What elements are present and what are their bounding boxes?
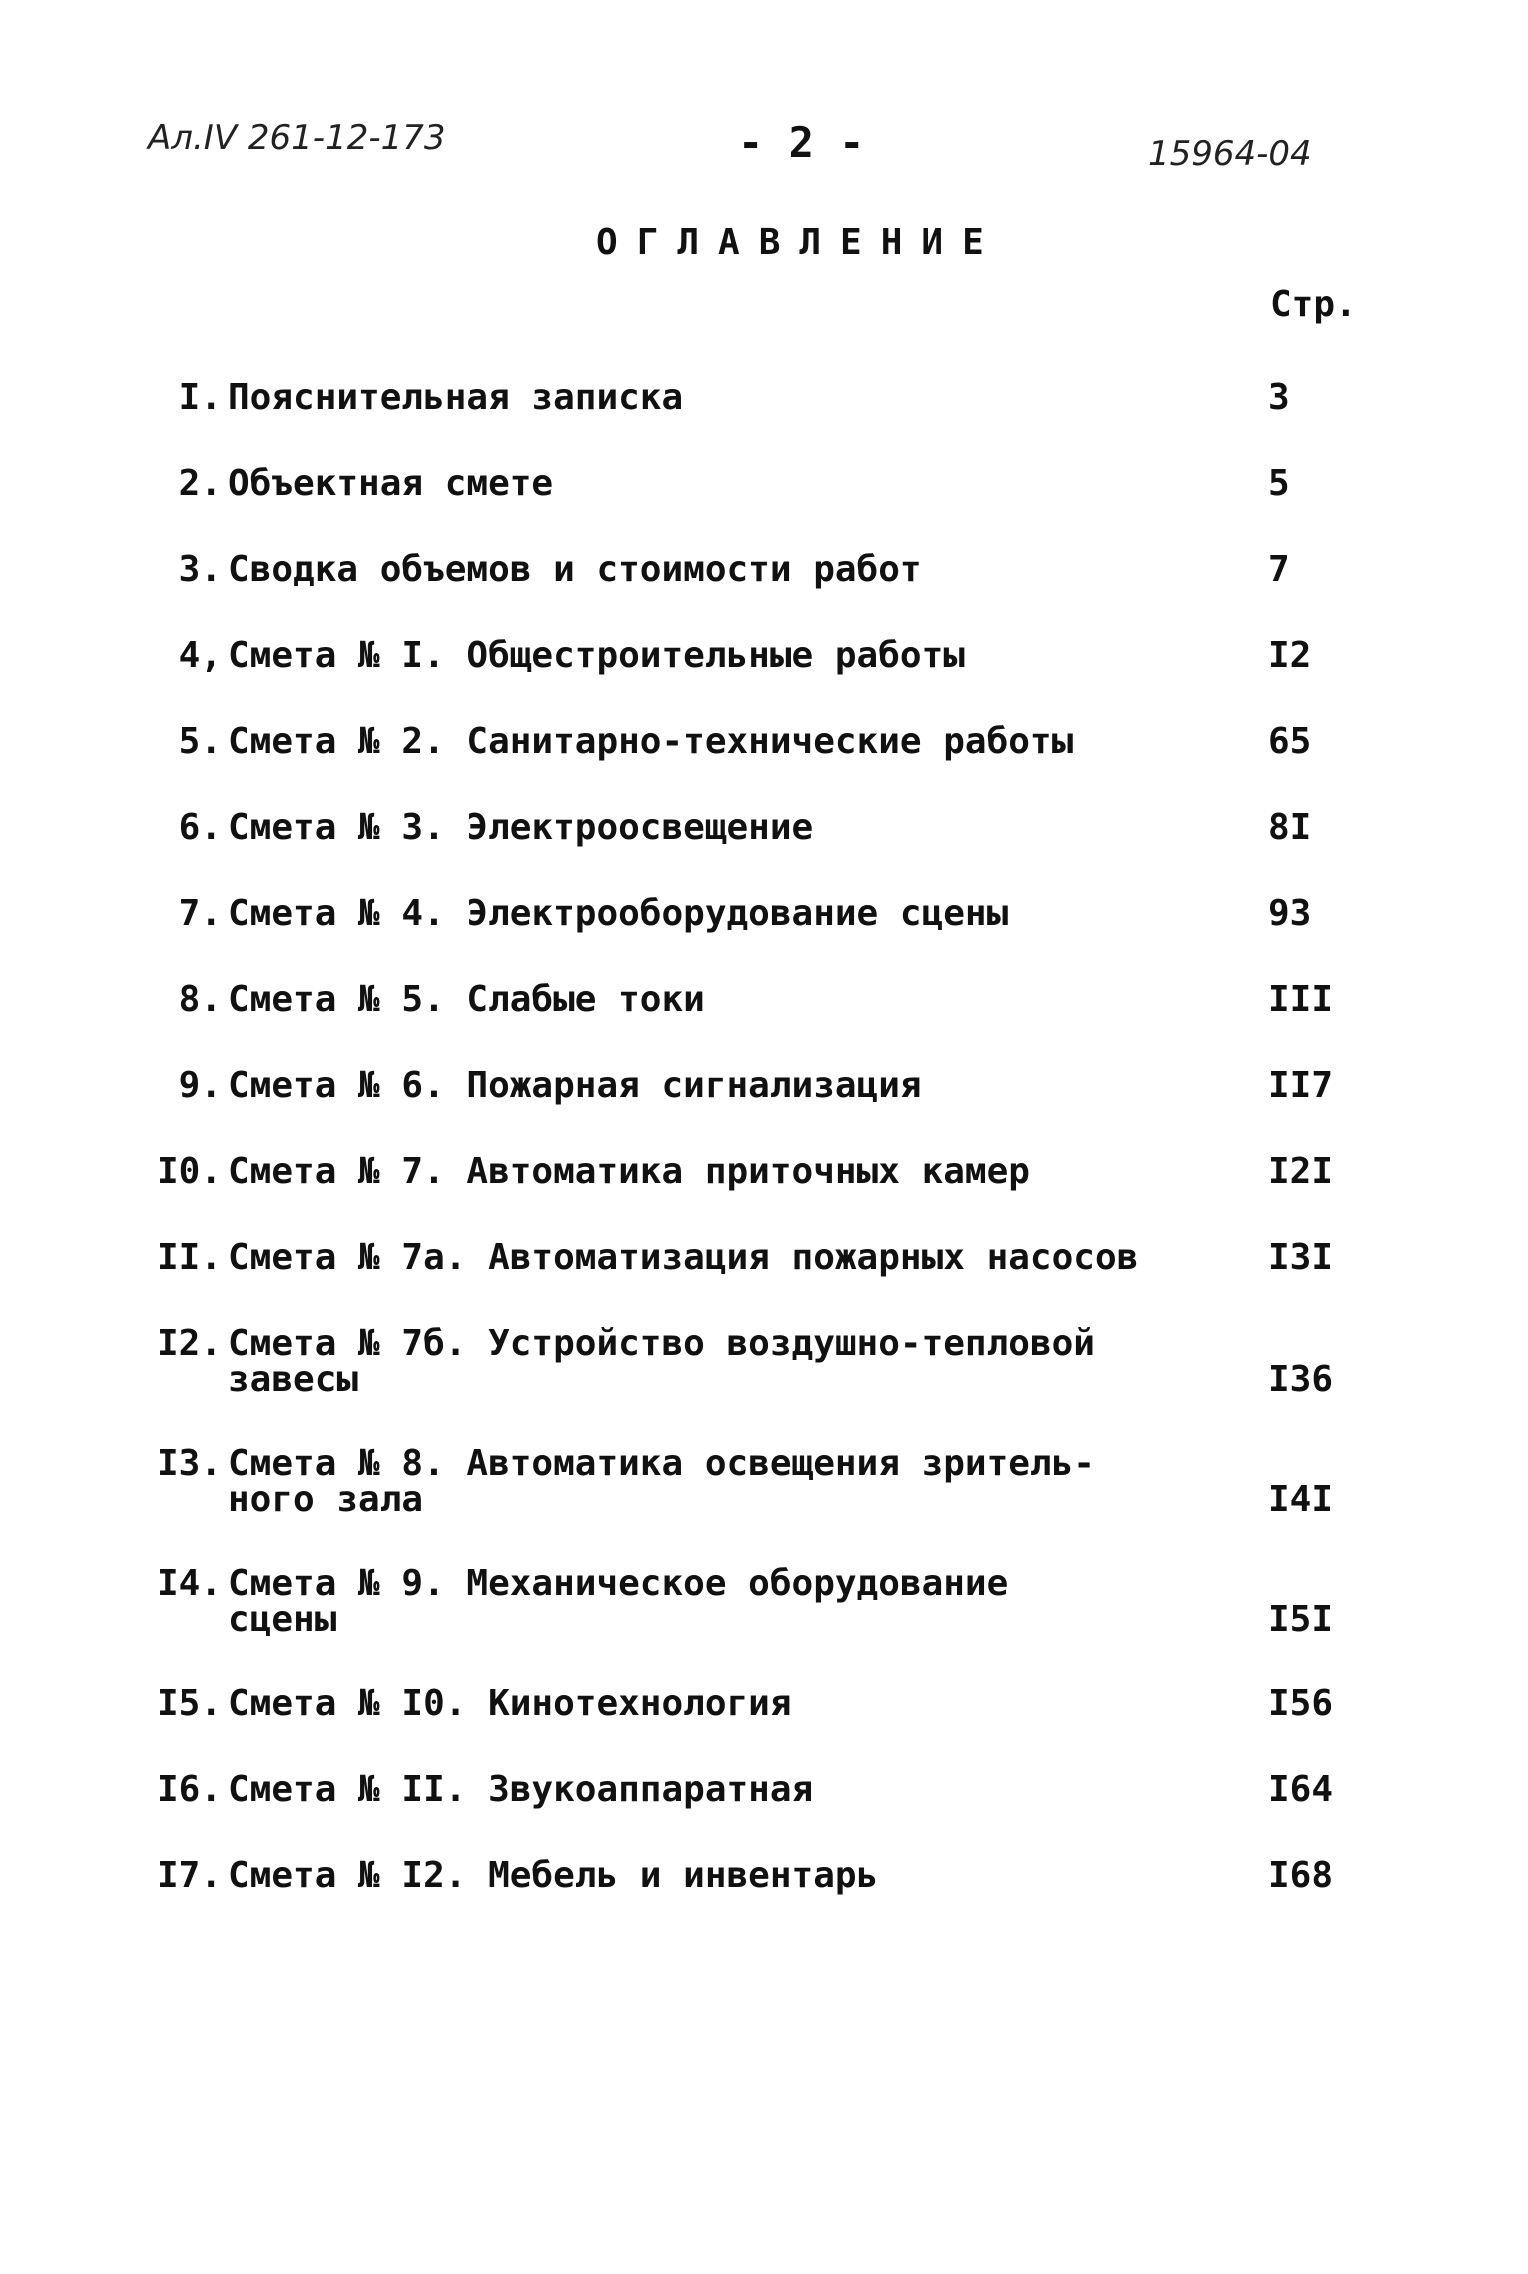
entry-number: I2. (156, 1323, 222, 1364)
entry-number: 4, (178, 635, 222, 676)
entry-page: I2I (1268, 1151, 1334, 1192)
entry-page: I64 (1268, 1769, 1334, 1810)
entry-number: 9. (178, 1065, 222, 1106)
entry-title: Смета № 7. Автоматика приточных камер (228, 1151, 1030, 1192)
entry-page: I3I (1268, 1237, 1334, 1278)
entry-title: Смета № I2. Мебель и инвентарь (228, 1855, 879, 1896)
entry-number: I6. (156, 1769, 222, 1810)
entry-page: I68 (1268, 1855, 1334, 1896)
entry-title: Смета № 5. Слабые токи (228, 979, 705, 1020)
entry-page: 93 (1268, 893, 1312, 934)
entry-title: Смета № 8. Автоматика освещения зритель- ного зала (228, 1443, 1095, 1520)
page-title: ОГЛАВЛЕНИЕ (596, 222, 1003, 263)
entry-number: II. (156, 1237, 222, 1278)
entry-page: 8I (1268, 807, 1312, 848)
entry-page: 7 (1268, 549, 1290, 590)
entry-title: Смета № 7а. Автоматизация пожарных насосов (228, 1237, 1139, 1278)
entry-page: I2 (1268, 635, 1312, 676)
page-number: - 2 - (738, 118, 865, 167)
entry-title: Смета № I. Общестроительные работы (228, 635, 965, 676)
entry-number: I3. (156, 1443, 222, 1484)
entry-number: 8. (178, 979, 222, 1020)
entry-number: I7. (156, 1855, 222, 1896)
entry-number: 7. (178, 893, 222, 934)
entry-page: 3 (1268, 377, 1290, 418)
entry-page: III (1268, 979, 1334, 1020)
entry-page: 5 (1268, 463, 1290, 504)
entry-title: Смета № 2. Санитарно-технические работы (228, 721, 1074, 762)
entry-page: II7 (1268, 1065, 1334, 1106)
entry-title: Смета № I0. Кинотехнология (228, 1683, 792, 1724)
entry-title: Смета № 6. Пожарная сигнализация (228, 1065, 922, 1106)
entry-page: 65 (1268, 721, 1312, 762)
entry-title: Смета № II. Звукоаппаратная (228, 1769, 814, 1810)
entry-title: Смета № 7б. Устройство воздушно-тепловой завесы (228, 1323, 1095, 1400)
entry-number: I0. (156, 1151, 222, 1192)
entry-title: Смета № 4. Электрооборудование сцены (228, 893, 1009, 934)
entry-title: Смета № 9. Механическое оборудование сцены (228, 1563, 1009, 1640)
entry-page: I36 (1268, 1359, 1334, 1400)
entry-title: Сводка объемов и стоимости работ (228, 549, 922, 590)
entry-number: 2. (178, 463, 222, 504)
entry-title: Смета № 3. Электроосвещение (228, 807, 814, 848)
page-column-header: Стр. (1270, 284, 1357, 325)
entry-number: 3. (178, 549, 222, 590)
entry-number: I. (178, 377, 222, 418)
entry-number: I4. (156, 1563, 222, 1604)
entry-page: I4I (1268, 1479, 1334, 1520)
entry-number: 5. (178, 721, 222, 762)
entry-number: 6. (178, 807, 222, 848)
entry-title: Объектная смете (228, 463, 554, 504)
document-code: 15964-04 (1148, 134, 1312, 174)
archive-code: Ал.IV 261-12-173 (148, 118, 446, 158)
entry-number: I5. (156, 1683, 222, 1724)
entry-page: I5I (1268, 1599, 1334, 1640)
entry-title: Пояснительная записка (228, 377, 684, 418)
entry-page: I56 (1268, 1683, 1334, 1724)
